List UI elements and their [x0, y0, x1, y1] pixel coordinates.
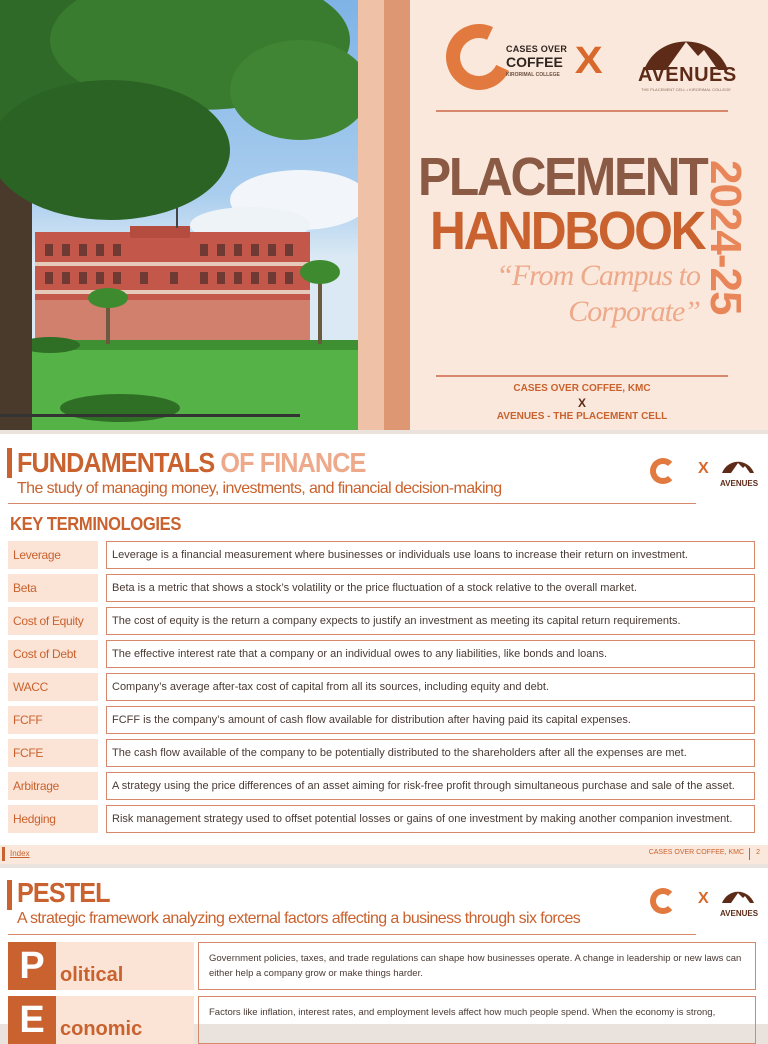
term-label: FCFF — [8, 706, 98, 734]
title-placement: PLACEMENT — [418, 147, 707, 207]
collaboration-credit — [436, 382, 728, 424]
avenues-wordmark: AVENUES — [720, 909, 759, 918]
term-definition: Leverage is a financial measurement where businesses or individuals use loans to increase their return on investment. — [106, 541, 755, 569]
term-label: WACC — [8, 673, 98, 701]
term-definition: A strategy using the price differences of an asset aiming for risk-free profit through simultaneous purchase and sale of the asset. — [106, 772, 755, 800]
avenues-wordmark: AVENUES — [638, 64, 737, 86]
factor-letter: E — [8, 996, 56, 1044]
cases-over-coffee-wordmark — [506, 44, 576, 81]
avenues-wordmark: AVENUES — [720, 479, 759, 488]
tagline: “From Campus to Corporate” — [496, 259, 700, 328]
factor-letter: P — [8, 942, 56, 990]
year-text: 2024-25 — [701, 160, 750, 315]
collab-x-icon: X — [698, 890, 709, 907]
term-definition: FCFF is the company’s amount of cash flow available for distribution after having paid its capital expenses. — [106, 706, 755, 734]
title-accent-bar — [7, 448, 12, 478]
terminology-row — [8, 706, 756, 734]
cases-over-coffee-logo-icon — [650, 458, 676, 484]
collab-line2: AVENUES - THE PLACEMENT CELL — [496, 411, 668, 422]
pestel-factor-political — [8, 942, 194, 990]
factor-description: Factors like inflation, interest rates, and employment levels affect how much people spend. When the economy is strong, — [198, 996, 756, 1044]
term-label: Arbitrage — [8, 772, 98, 800]
coc-line2: COFFEE — [506, 54, 563, 70]
partner-logos-mini — [650, 456, 760, 486]
divider — [436, 110, 728, 112]
collab-x: X — [577, 396, 586, 410]
page-footer — [0, 845, 768, 864]
coc-line1: CASES OVER — [506, 44, 568, 54]
term-label: Cost of Equity — [8, 607, 98, 635]
campus-photo — [0, 0, 358, 430]
term-definition: Risk management strategy used to offset potential losses or gains of one investment by making another companion investment. — [106, 805, 755, 833]
divider — [436, 375, 728, 377]
page-number: 2 — [756, 849, 760, 856]
term-definition: Company’s average after-tax cost of capital from all its sources, including equity and debt. — [106, 673, 755, 701]
factor-description: Government policies, taxes, and trade regulations can shape how businesses operate. A change in leadership or new laws can either help a company grow or make things harder. — [198, 942, 756, 990]
term-definition: The cost of equity is the return a company expects to justify an investment as meeting its capital return requirements. — [106, 607, 755, 635]
title-accent-bar — [7, 880, 12, 910]
page-subtitle: The study of managing money, investments, and financial decision-making — [17, 480, 502, 497]
factor-word: olitical — [60, 964, 124, 986]
cases-over-coffee-logo-icon — [650, 888, 676, 914]
factor-word: conomic — [60, 1018, 143, 1040]
cover-stripe — [384, 0, 410, 430]
footer-accent — [2, 847, 5, 861]
terminology-row — [8, 607, 756, 635]
cover-stripe — [358, 0, 384, 430]
pestel-factor-economic — [8, 996, 194, 1044]
term-definition: Beta is a metric that shows a stock’s volatility or the price fluctuation of a stock relative to the overall market. — [106, 574, 755, 602]
terminology-row — [8, 640, 756, 668]
page-title — [17, 448, 365, 478]
term-label: Hedging — [8, 805, 98, 833]
finance-page — [0, 434, 768, 864]
coc-line3: KIRORIMAL COLLEGE — [506, 72, 560, 78]
term-label: Cost of Debt — [8, 640, 98, 668]
avenues-logo-icon — [720, 886, 760, 918]
term-label: Leverage — [8, 541, 98, 569]
campus-illustration — [0, 0, 358, 430]
index-link[interactable]: Index — [10, 849, 30, 858]
terminology-row — [8, 772, 756, 800]
terminology-list — [8, 541, 756, 838]
page-subtitle: A strategic framework analyzing external factors affecting a business through six forces — [17, 910, 581, 927]
divider — [8, 503, 696, 504]
terminology-row — [8, 673, 756, 701]
terminology-row — [8, 739, 756, 767]
footer-separator — [749, 848, 750, 860]
avenues-logo-icon — [720, 456, 760, 488]
year-vertical — [700, 160, 750, 330]
collab-x-icon: X — [574, 40, 603, 82]
term-label: Beta — [8, 574, 98, 602]
footer-org: CASES OVER COFFEE, KMC — [648, 849, 744, 856]
collab-x-icon: X — [698, 460, 709, 477]
partner-logos — [446, 24, 736, 96]
terminology-row — [8, 541, 756, 569]
avenues-tagline: THE PLACEMENT CELL • KIRORIMAL COLLEGE — [641, 87, 731, 92]
term-definition: The cash flow available of the company to be potentially distributed to the shareholders after all the expenses are met. — [106, 739, 755, 767]
pestel-page — [0, 868, 768, 1041]
partner-logos-mini — [650, 886, 760, 916]
term-definition: The effective interest rate that a company or an individual owes to any liabilities, like bonds and loans. — [106, 640, 755, 668]
terminology-row — [8, 805, 756, 833]
title-light: OF FINANCE — [214, 447, 366, 478]
title-handbook: HANDBOOK — [430, 201, 705, 261]
cover-page — [0, 0, 768, 430]
divider — [8, 934, 696, 935]
title-dark: PESTEL — [17, 877, 110, 908]
term-label: FCFE — [8, 739, 98, 767]
collab-line1: CASES OVER COFFEE, KMC — [513, 383, 651, 394]
title-dark: FUNDAMENTALS — [17, 447, 215, 478]
terminology-row — [8, 574, 756, 602]
key-terminologies-heading: KEY TERMINOLOGIES — [10, 514, 182, 534]
page-title — [17, 878, 110, 908]
